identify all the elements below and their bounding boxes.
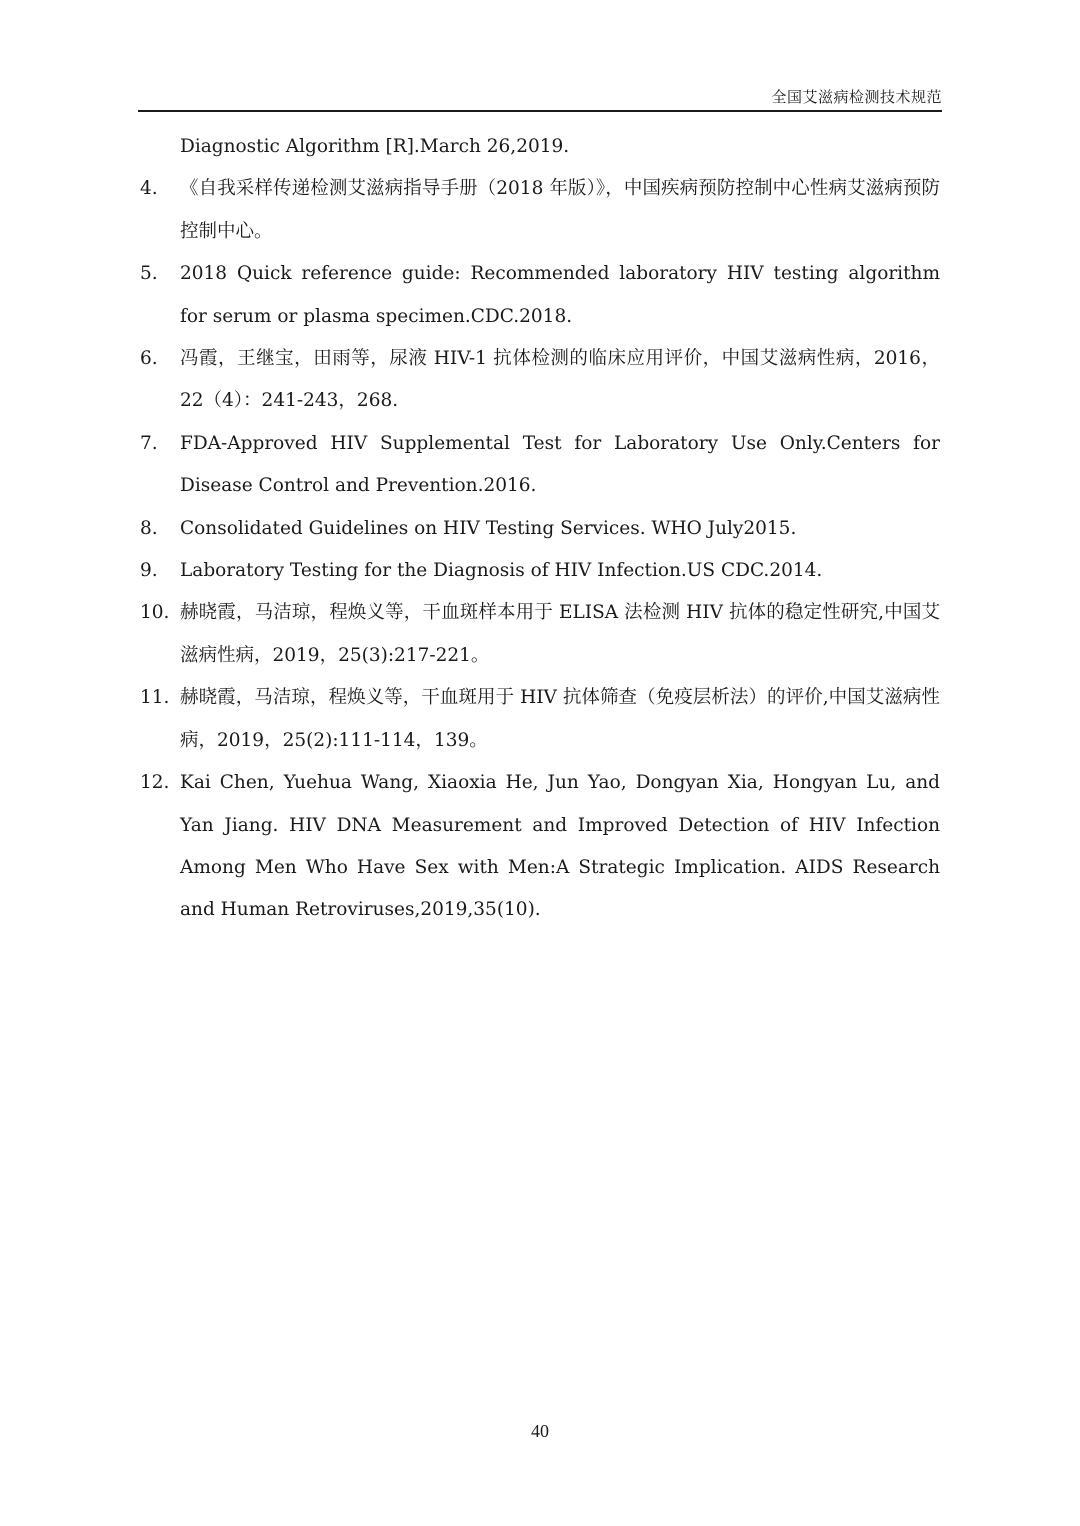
reference-item: [140, 126, 940, 168]
reference-text: Diagnostic Algorithm [R].March 26,2019.: [180, 136, 570, 157]
reference-item: [140, 677, 940, 762]
reference-text: 赫晓霞，马洁琼，程焕义等，干血斑用于 HIV 抗体筛查（免疫层析法）的评价,中国艾滋病性病，2019，25(2):111-114，139。: [180, 687, 940, 751]
reference-number: 9.: [140, 560, 158, 582]
page-header: [138, 84, 942, 112]
reference-number: 5.: [140, 263, 158, 285]
reference-text: 冯霞，王继宝，田雨等，尿液 HIV-1 抗体检测的临床应用评价，中国艾滋病性病，2016，22（4）：241-243，268.: [180, 348, 940, 412]
reference-number: 11.: [140, 687, 170, 709]
reference-item: [140, 338, 940, 423]
reference-number: 7.: [140, 432, 158, 454]
header-title: 全国艾滋病检测技术规范: [771, 88, 942, 106]
reference-number: 4.: [140, 178, 158, 200]
reference-text: 2018 Quick reference guide: Recommended laboratory HIV testing algorithm for serum or plasma specimen.CDC.2018.: [180, 263, 940, 327]
reference-number: 12.: [140, 772, 170, 794]
page-number: 40: [531, 1421, 549, 1441]
reference-item: [140, 592, 940, 677]
reference-item: [140, 508, 940, 550]
reference-text: 赫晓霞，马洁琼，程焕义等，干血斑样本用于 ELISA 法检测 HIV 抗体的稳定性研究,中国艾滋病性病，2019，25(3):217-221。: [180, 602, 940, 666]
reference-item: [140, 253, 940, 338]
reference-text: 《自我采样传递检测艾滋病指导手册（2018 年版）》，中国疾病预防控制中心性病艾滋病预防控制中心。: [180, 178, 940, 242]
reference-item: [140, 168, 940, 253]
reference-number: 10.: [140, 602, 170, 624]
reference-item: [140, 550, 940, 592]
reference-item: [140, 762, 940, 932]
reference-text: Consolidated Guidelines on HIV Testing Services. WHO July2015.: [180, 517, 797, 539]
reference-list: [140, 126, 940, 932]
reference-text: Laboratory Testing for the Diagnosis of HIV Infection.US CDC.2014.: [180, 560, 823, 582]
reference-item: [140, 423, 940, 508]
reference-number: 8.: [140, 517, 158, 539]
reference-number: 6.: [140, 348, 158, 370]
reference-text: Kai Chen, Yuehua Wang, Xiaoxia He, Jun Yao, Dongyan Xia, Hongyan Lu, and Yan Jiang. HIV DNA Measurement and Improved Detection of HIV Infection Among Men Who Have Sex with Men:A Strategic Implication. AIDS Research and Human Retroviruses,2019,35(10).: [180, 772, 940, 921]
reference-text: FDA-Approved HIV Supplemental Test for Laboratory Use Only.Centers for Disease Control and Prevention.2016.: [180, 432, 940, 497]
